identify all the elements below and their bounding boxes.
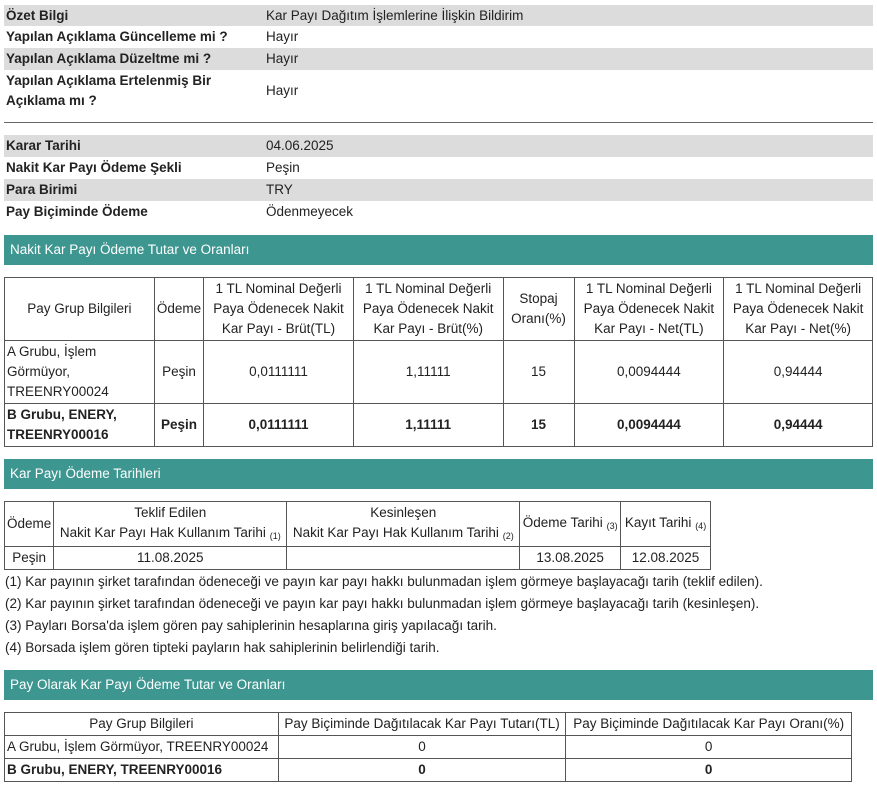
- detail-row: [4, 201, 873, 223]
- header-line: Nakit Kar Payı Hak Kullanım Tarihi $^{(1)}$: [59, 524, 281, 541]
- detail-row: [4, 179, 873, 201]
- column-header: Stopaj Oranı(%): [503, 278, 574, 341]
- payment-dates-table: [4, 501, 711, 570]
- column-header-proposed: [54, 502, 287, 547]
- summary-value: Hayır: [266, 83, 299, 98]
- final-date-cell: [287, 547, 520, 570]
- column-header: Pay Biçiminde Dağıtılacak Kar Payı Oranı(%): [566, 713, 852, 736]
- header-line: Teklif Edilen: [134, 504, 207, 520]
- gross-tl-cell: 0,0111111: [204, 404, 354, 447]
- footnote: (1) Kar payının şirket tarafından ödeneceği ve payın kar payı hakkı bulunmadan işlem görmeye başlayacağı tarih (teklif edilen).: [5, 574, 763, 589]
- header-line: Nakit Kar Payı Hak Kullanım Tarihi $^{(2)}$: [292, 524, 514, 541]
- column-header: 1 TL Nominal Değerli Paya Ödenecek Nakit Kar Payı - Net(TL): [574, 278, 724, 341]
- summary-value: Hayır: [266, 29, 299, 44]
- detail-label: Karar Tarihi: [6, 138, 81, 153]
- detail-value: Peşin: [266, 160, 300, 175]
- column-header: 1 TL Nominal Değerli Paya Ödenecek Nakit Kar Payı - Net(%): [724, 278, 873, 341]
- record-date-cell: 12.08.2025: [621, 547, 711, 570]
- footnote: (4) Borsada işlem gören tipteki payların hak sahiplerinin belirlendiği tarih.: [5, 640, 440, 655]
- net-pct-cell: 0,94444: [724, 341, 873, 404]
- footnote: (3) Payları Borsa'da işlem gören pay sahiplerinin hesaplarına giriş yapılacağı tarih.: [5, 618, 497, 633]
- footnote-ref: (1): [269, 530, 281, 541]
- payment-cell: Peşin: [5, 547, 54, 570]
- stock-dividend-table: [4, 712, 852, 782]
- pay-date-cell: 13.08.2025: [520, 547, 621, 570]
- group-cell: A Grubu, İşlem Görmüyor, TREENRY00024: [5, 736, 279, 759]
- proposed-date-cell: 11.08.2025: [54, 547, 287, 570]
- section-header-stock: Pay Olarak Kar Payı Ödeme Tutar ve Oranları: [4, 670, 873, 700]
- summary-label: Yapılan Açıklama Ertelenmiş Bir Açıklama mı ?: [6, 73, 212, 108]
- summary-row: [4, 48, 873, 70]
- column-header: 1 TL Nominal Değerli Paya Ödenecek Nakit Kar Payı - Brüt(%): [353, 278, 503, 341]
- column-header: 1 TL Nominal Değerli Paya Ödenecek Nakit Kar Payı - Brüt(TL): [204, 278, 354, 341]
- withholding-cell: 15: [503, 404, 574, 447]
- summary-row: [4, 5, 873, 26]
- footnote-ref: (2): [502, 530, 514, 541]
- table-row: [5, 404, 873, 447]
- column-header: Ödeme: [154, 278, 203, 341]
- table-row: [5, 341, 873, 404]
- summary-label: Yapılan Açıklama Güncelleme mi ?: [6, 29, 228, 44]
- section-header-dates: Kar Payı Ödeme Tarihleri: [4, 459, 873, 489]
- column-header-final: [287, 502, 520, 547]
- table-header-row: [5, 502, 711, 547]
- table-row: [5, 736, 852, 759]
- payment-cell: Peşin: [154, 404, 203, 447]
- gross-pct-cell: 1,11111: [353, 341, 503, 404]
- summary-label: Yapılan Açıklama Düzeltme mi ?: [6, 51, 212, 66]
- column-header: Pay Biçiminde Dağıtılacak Kar Payı Tutarı(TL): [278, 713, 566, 736]
- detail-value: TRY: [266, 182, 293, 197]
- detail-value: 04.06.2025: [266, 138, 334, 153]
- table-row: [5, 547, 711, 570]
- table-row: [5, 759, 852, 782]
- net-tl-cell: 0,0094444: [574, 341, 724, 404]
- ratio-cell: 0: [566, 736, 852, 759]
- net-pct-cell: 0,94444: [724, 404, 873, 447]
- withholding-cell: 15: [503, 341, 574, 404]
- group-cell: B Grubu, ENERY, TREENRY00016: [5, 759, 279, 782]
- amount-cell: 0: [278, 736, 566, 759]
- ratio-cell: 0: [566, 759, 852, 782]
- table-header-row: [5, 278, 873, 341]
- summary-value: Hayır: [266, 51, 299, 66]
- footnote-ref: (3): [606, 520, 618, 531]
- column-header-record-date: Kayıt Tarihi $^{(4)}$: [621, 502, 711, 547]
- summary-label: Özet Bilgi: [6, 7, 69, 23]
- detail-label: Pay Biçiminde Ödeme: [6, 204, 148, 219]
- column-header: Pay Grup Bilgileri: [5, 713, 279, 736]
- column-header: Pay Grup Bilgileri: [5, 278, 155, 341]
- summary-row: [4, 26, 873, 48]
- detail-row: [4, 157, 873, 179]
- summary-value: Kar Payı Dağıtım İşlemlerine İlişkin Bildirim: [266, 7, 524, 23]
- group-cell: B Grubu, ENERY, TREENRY00016: [5, 404, 155, 447]
- cash-dividend-table: [4, 277, 873, 447]
- header-line: Kesinleşen: [370, 504, 437, 520]
- column-header-pay-date: Ödeme Tarihi $^{(3)}$: [520, 502, 621, 547]
- detail-value: Ödenmeyecek: [266, 204, 354, 219]
- table-header-row: [5, 713, 852, 736]
- footnote: (2) Kar payının şirket tarafından ödeneceği ve payın kar payı hakkı bulunmadan işlem görmeye başlayacağı tarih (kesinleşen).: [5, 596, 760, 611]
- group-cell: A Grubu, İşlem Görmüyor, TREENRY00024: [5, 341, 155, 404]
- column-header: Ödeme: [5, 502, 54, 547]
- net-tl-cell: 0,0094444: [574, 404, 724, 447]
- divider: [4, 122, 873, 123]
- gross-pct-cell: 1,11111: [353, 404, 503, 447]
- detail-label: Nakit Kar Payı Ödeme Şekli: [6, 160, 182, 175]
- payment-cell: Peşin: [154, 341, 203, 404]
- detail-label: Para Birimi: [6, 182, 78, 197]
- gross-tl-cell: 0,0111111: [204, 341, 354, 404]
- section-header-cash: Nakit Kar Payı Ödeme Tutar ve Oranları: [4, 235, 873, 265]
- amount-cell: 0: [278, 759, 566, 782]
- footnote-ref: (4): [695, 520, 707, 531]
- detail-row: [4, 135, 873, 157]
- summary-row: [4, 70, 873, 112]
